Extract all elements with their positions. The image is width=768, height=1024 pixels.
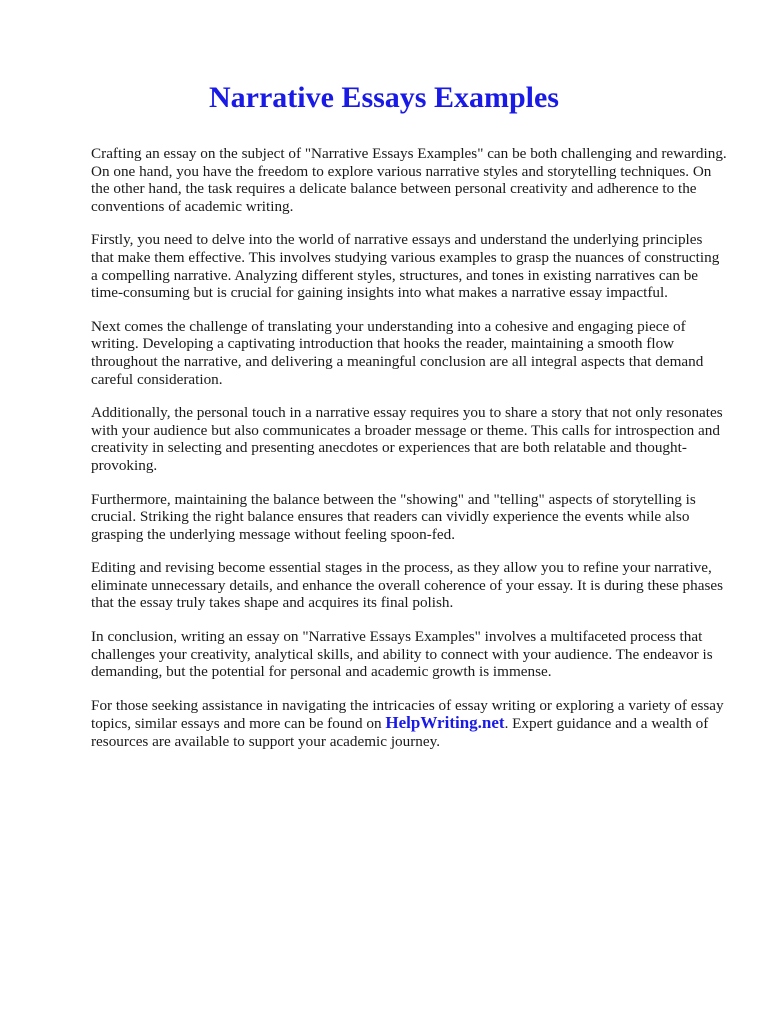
closing-text-after-link: . Expert guidance and a wealth of resources are available to support your academic journey.: [91, 715, 709, 751]
paragraph-7: In conclusion, writing an essay on "Narrative Essays Examples" involves a multifaceted process that challenges your creativity, analytical skills, and ability to connect with your audience. The endeavor is demanding, but the potential for personal and academic growth is immense.: [91, 628, 713, 681]
closing-paragraph: [91, 697, 727, 751]
helpwriting-link[interactable]: HelpWriting.net: [385, 713, 505, 733]
paragraph-5: Furthermore, maintaining the balance between the "showing" and "telling" aspects of storytelling is crucial. Striking the right balance ensures that readers can vividly experience the events while also grasping the underlying message without feeling spoon-fed.: [91, 490, 696, 543]
closing-text-before-link: For those seeking assistance in navigating the intricacies of essay writing or exploring a variety of essay topics, similar essays and more can be found on: [91, 696, 724, 733]
essay-body: [91, 145, 727, 767]
paragraph-3: Next comes the challenge of translating your understanding into a cohesive and engaging piece of writing. Developing a captivating introduction that hooks the reader, maintaining a smooth flow throughout the narrative, and delivering a meaningful conclusion are all integral aspects that demand careful consideration.: [91, 317, 704, 388]
paragraph-6: Editing and revising become essential stages in the process, as they allow you to refine your narrative, eliminate unnecessary details, and enhance the overall coherence of your essay. It is during these phases that the essay truly takes shape and acquires its final polish.: [91, 559, 724, 612]
paragraph-1: Crafting an essay on the subject of "Narrative Essays Examples" can be both challenging and rewarding. On one hand, you have the freedom to explore various narrative styles and storytelling techniques. On the other hand, the task requires a delicate balance between personal creativity and adherence to the conventions of academic writing.: [91, 145, 727, 215]
page-title: Narrative Essays Examples: [209, 81, 559, 114]
paragraph-4: Additionally, the personal touch in a narrative essay requires you to share a story that not only resonates with your audience but also communicates a broader message or theme. This calls for introspection and creativity in selecting and presenting anecdotes or experiences that are both relatable and thought-provoking.: [91, 404, 723, 474]
paragraph-2: Firstly, you need to delve into the world of narrative essays and understand the underlying principles that make them effective. This involves studying various examples to grasp the nuances of constructing a compelling narrative. Analyzing different styles, structures, and tones in existing narratives can be time-consuming but is crucial for gaining insights into what makes a narrative essay impactful.: [91, 231, 720, 302]
